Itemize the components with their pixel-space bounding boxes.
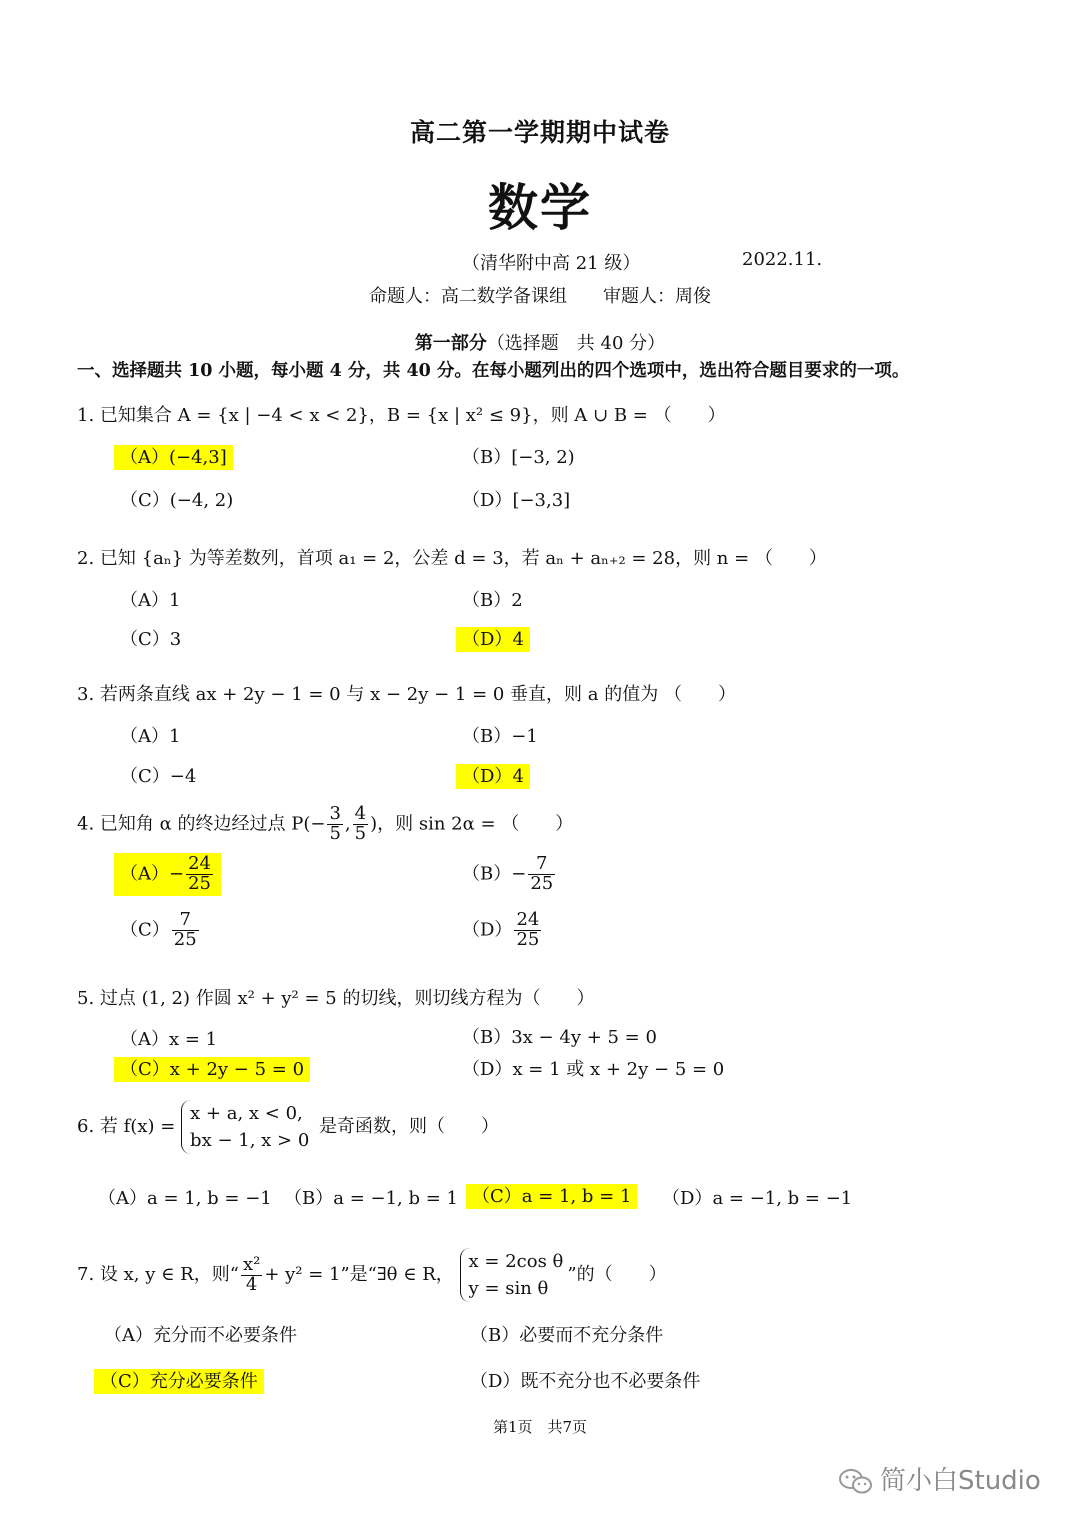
question-7-stem — [77, 1248, 667, 1302]
q6-option-b — [284, 1184, 458, 1210]
option-label: （A） — [120, 863, 169, 885]
q1-option-b — [462, 443, 575, 469]
answer-highlight — [466, 1184, 637, 1209]
q5-option-d — [462, 1055, 724, 1081]
answer-highlight — [114, 445, 233, 470]
option-label: （D） — [462, 1059, 513, 1080]
option-text: [−3, 2) — [511, 447, 575, 468]
subject-title: 数学 — [488, 178, 592, 237]
option-label: （A） — [120, 590, 169, 611]
piecewise-function — [181, 1100, 313, 1154]
option-label: （D） — [462, 919, 513, 941]
question-number: 7. — [77, 1264, 95, 1285]
q1-option-d — [462, 486, 570, 512]
q6-option-d — [662, 1184, 852, 1210]
question-6-stem — [77, 1100, 499, 1154]
q7-option-a — [104, 1321, 297, 1347]
answer-highlight — [114, 1057, 310, 1082]
option-label: （C） — [120, 629, 170, 650]
page-footer: 第1页 共7页 — [492, 1418, 588, 1436]
q6-option-c — [466, 1182, 637, 1208]
q3-option-c — [120, 762, 196, 788]
parametric-system — [460, 1248, 568, 1302]
answer-highlight — [456, 764, 530, 789]
option-sign: − — [511, 863, 527, 885]
option-text: 3x − 4y + 5 = 0 — [511, 1027, 657, 1048]
question-text: 过点 (1, 2) 作圆 x² + y² = 5 的切线，则切线方程为（ ） — [99, 988, 595, 1009]
option-text: x + 2y − 5 = 0 — [169, 1059, 305, 1080]
answer-highlight — [94, 1369, 264, 1394]
question-3-stem — [77, 680, 736, 706]
q4-option-a — [114, 853, 221, 896]
question-4-stem: 4. 已知角 α 的终边经过点 P(− $\frac{3}{5}$ , $\frac{4}{5}$ )，则 sin 2α = （ ） — [77, 803, 574, 844]
q3-option-d — [456, 762, 530, 788]
option-text: a = 1, b = −1 — [147, 1188, 272, 1209]
question-1-stem — [77, 401, 726, 427]
denominator: 25 — [530, 872, 554, 894]
answer-highlight — [456, 627, 530, 652]
option-text: 4 — [512, 629, 524, 650]
section-instructions: 一、选择题共 10 小题，每小题 4 分，共 40 分。在每小题列出的四个选项中，选出符合题目要求的一项。 — [77, 361, 910, 381]
option-text: −1 — [511, 726, 538, 747]
numerator: 4 — [354, 803, 367, 824]
option-text: 必要而不充分条件 — [519, 1325, 664, 1346]
option-text: (−4,3] — [169, 447, 227, 468]
fraction — [528, 855, 555, 894]
system-eq-1: x = 2cos θ — [468, 1251, 564, 1272]
option-text: −4 — [169, 766, 197, 787]
option-text: (−4, 2) — [169, 490, 234, 511]
q4-option-d — [462, 911, 543, 950]
question-text-mid: + y² = 1”是“∃θ ∈ R， — [264, 1264, 454, 1285]
option-text: 充分而不必要条件 — [153, 1325, 297, 1346]
system-eq-2: y = sin θ — [468, 1278, 549, 1299]
school-grade: （清华附中高 21 级） — [462, 253, 641, 274]
part-heading-rest: （选择题 共 40 分） — [486, 333, 666, 354]
option-label: （A） — [120, 1029, 169, 1050]
q4-option-c — [120, 911, 201, 950]
question-5-stem — [77, 984, 594, 1010]
option-label: （B） — [284, 1188, 334, 1209]
option-text: 2 — [511, 590, 523, 611]
denominator: 5 — [354, 822, 367, 844]
question-number: 5. — [77, 988, 95, 1009]
option-text: 3 — [169, 629, 182, 650]
option-text: 1 — [169, 590, 181, 611]
option-label: （C） — [120, 490, 170, 511]
numerator: 7 — [172, 911, 199, 931]
option-text: a = −1, b = 1 — [333, 1188, 458, 1209]
denominator: 4 — [245, 1273, 258, 1295]
option-text: a = −1, b = −1 — [712, 1188, 853, 1209]
q7-option-c — [94, 1367, 264, 1393]
question-text-post: )，则 sin 2α = （ ） — [370, 813, 574, 835]
question-2-stem — [77, 544, 827, 570]
option-label: （C） — [100, 1371, 150, 1392]
fraction — [241, 1253, 262, 1295]
option-label: （A） — [104, 1325, 153, 1346]
q2-option-a — [120, 586, 180, 612]
q3-option-a — [120, 722, 180, 748]
question-text: 已知集合 A = {x | −4 < x < 2}，B = {x | x² ≤ 9}，则 A ∪ B = （ ） — [99, 405, 726, 426]
option-label: （A） — [120, 447, 169, 468]
option-label: （C） — [120, 766, 170, 787]
denominator: 25 — [173, 928, 197, 950]
answer-highlight — [114, 853, 221, 896]
q5-option-a — [120, 1025, 217, 1051]
fraction — [186, 855, 213, 894]
piece-1: x + a, x < 0, — [190, 1103, 303, 1124]
part-heading-bold: 第一部分 — [414, 333, 487, 354]
q4-option-b — [462, 855, 557, 894]
fraction — [514, 911, 541, 950]
question-number: 2. — [77, 548, 95, 569]
numerator: 24 — [188, 853, 211, 874]
q6-option-a — [98, 1184, 272, 1210]
question-number: 3. — [77, 684, 95, 705]
option-text: 1 — [169, 726, 181, 747]
option-label: （D） — [462, 766, 513, 787]
question-text-pre: 设 x, y ∈ R，则“ — [99, 1264, 239, 1285]
option-label: （A） — [120, 726, 169, 747]
denominator: 25 — [188, 872, 211, 894]
exam-title: 高二第一学期期中试卷 — [409, 118, 670, 147]
q2-option-c — [120, 625, 181, 651]
watermark — [838, 1460, 1041, 1497]
option-label: （A） — [98, 1188, 147, 1209]
option-label: （C） — [472, 1186, 522, 1207]
option-label: （C） — [120, 1059, 170, 1080]
q5-option-c — [114, 1055, 310, 1081]
q2-option-d — [456, 625, 530, 651]
option-label: （D） — [462, 629, 513, 650]
question-text-post: ”的（ ） — [567, 1264, 667, 1285]
numerator: x² — [242, 1253, 261, 1275]
exam-date: 2022.11. — [742, 249, 823, 270]
wechat-icon — [838, 1468, 874, 1496]
option-label: （D） — [662, 1188, 713, 1209]
option-label: （B） — [470, 1325, 520, 1346]
part-heading — [0, 329, 1080, 355]
q2-option-b — [462, 586, 523, 612]
option-text: [−3,3] — [512, 490, 571, 511]
option-text: x = 1 或 x + 2y − 5 = 0 — [512, 1059, 725, 1080]
q1-option-c — [120, 486, 233, 512]
option-label: （B） — [462, 447, 512, 468]
watermark-text: 简小白Studio — [880, 1466, 1041, 1496]
option-label: （D） — [470, 1371, 521, 1392]
authors-line: 命题人：高二数学备课组 审题人：周俊 — [369, 286, 711, 307]
question-number: 1. — [77, 405, 95, 426]
option-label: （B） — [462, 1027, 512, 1048]
option-text: x = 1 — [169, 1029, 218, 1050]
q3-option-b — [462, 722, 538, 748]
q7-option-d — [470, 1367, 700, 1393]
question-text: 已知 {aₙ} 为等差数列，首项 a₁ = 2，公差 d = 3，若 aₙ + aₙ₊₂ = 28，则 n = （ ） — [99, 548, 827, 569]
question-text-post: 是奇函数，则（ ） — [319, 1116, 500, 1137]
numerator: 3 — [329, 803, 341, 824]
question-number: 4. — [77, 813, 95, 835]
question-text-pre: 若 f(x) = — [99, 1116, 176, 1137]
option-text: 既不充分也不必要条件 — [520, 1371, 701, 1392]
piece-2: bx − 1, x > 0 — [190, 1130, 310, 1151]
denominator: 25 — [516, 928, 540, 950]
option-label: （D） — [462, 490, 513, 511]
option-label: （B） — [462, 590, 512, 611]
option-label: （B） — [462, 863, 512, 885]
q7-option-b — [470, 1321, 663, 1347]
question-text-pre: 已知角 α 的终边经过点 P(− — [99, 813, 326, 835]
q1-option-a — [114, 443, 233, 469]
option-text: a = 1, b = 1 — [521, 1186, 632, 1207]
fraction — [172, 911, 199, 950]
option-sign: − — [169, 863, 185, 885]
numerator: 7 — [528, 855, 555, 875]
denominator: 5 — [329, 822, 341, 844]
numerator: 24 — [516, 909, 540, 930]
option-text: 充分必要条件 — [149, 1371, 258, 1392]
fraction — [327, 805, 342, 844]
q5-option-b — [462, 1023, 657, 1049]
question-text: 若两条直线 ax + 2y − 1 = 0 与 x − 2y − 1 = 0 垂直，则 a 的值为 （ ） — [99, 684, 736, 705]
option-text: 4 — [512, 766, 524, 787]
option-label: （C） — [120, 919, 170, 941]
fraction — [353, 805, 368, 844]
question-number: 6. — [77, 1116, 95, 1137]
option-label: （B） — [462, 726, 512, 747]
